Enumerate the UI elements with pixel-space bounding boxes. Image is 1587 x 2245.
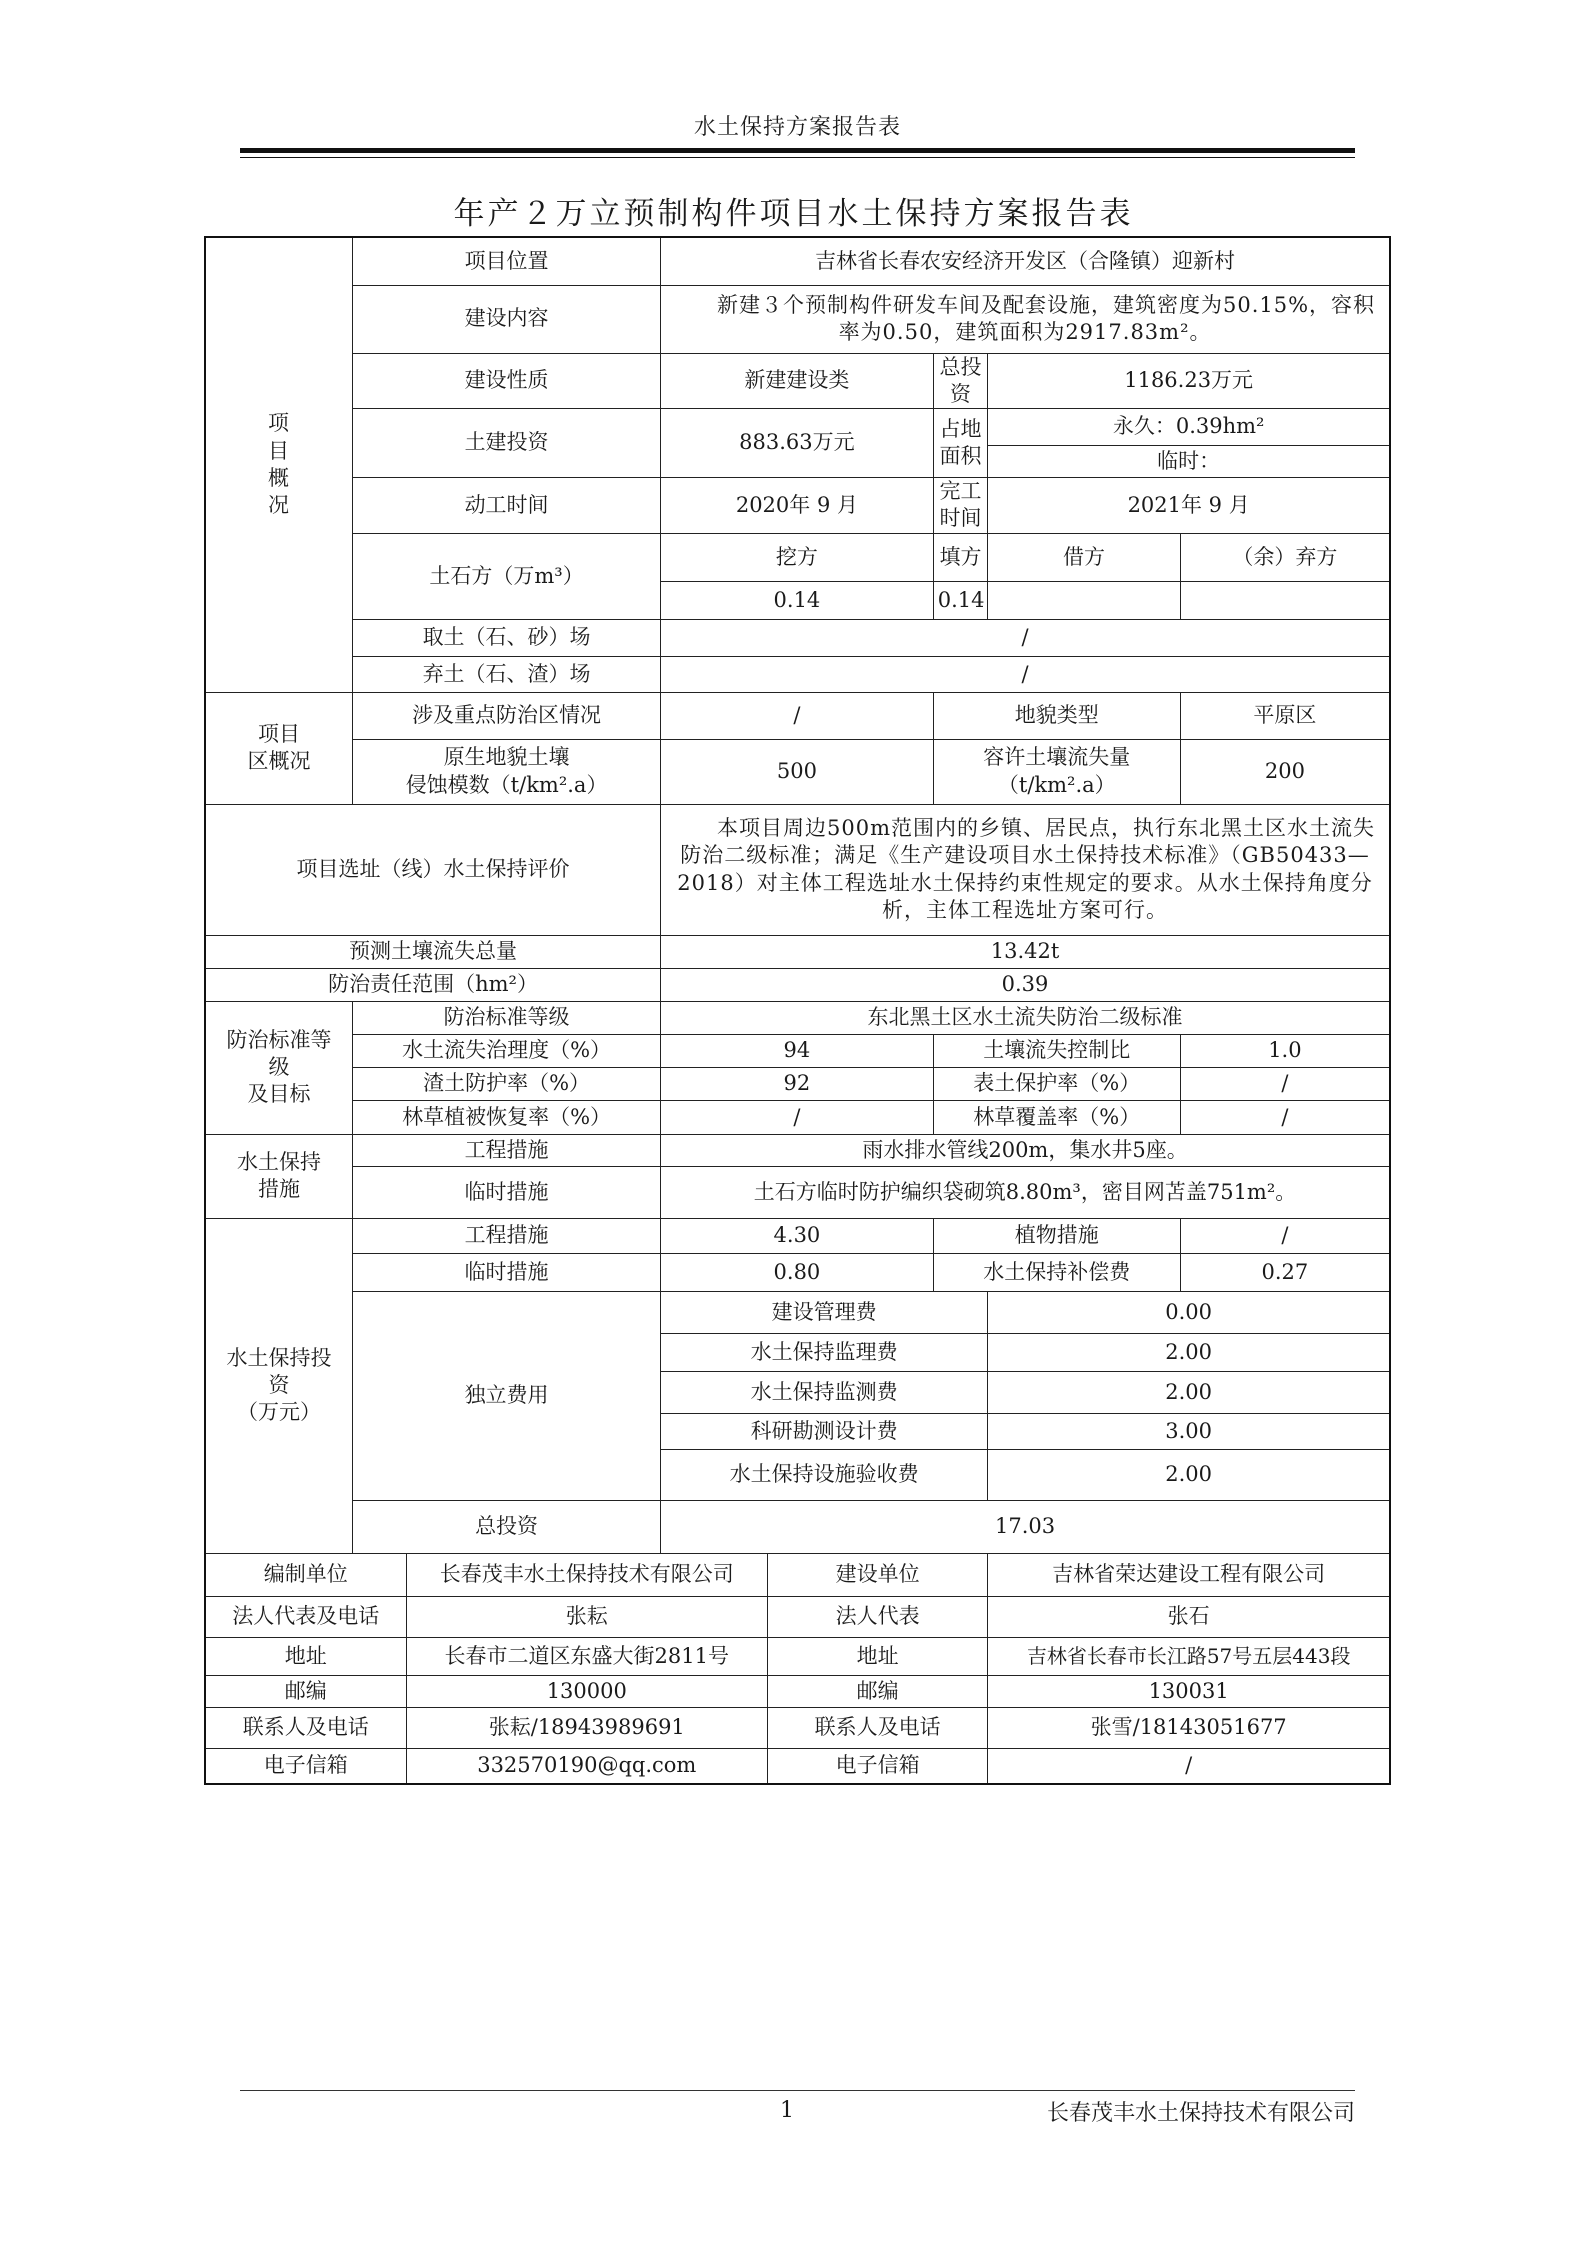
content-label: 建设内容 [353,285,661,353]
start-value: 2020年 9 月 [661,478,934,534]
content-value: 新建３个预制构件研发车间及配套设施，建筑密度为50.15%，容积率为0.50，建筑面积为2917.83m²。 [661,285,1390,353]
legal-rep-phone-label: 法人代表及电话 [205,1596,406,1637]
postcode-left-value: 130000 [406,1675,767,1707]
invest-plant-label: 植物措施 [933,1218,1180,1253]
invest-engineering-label: 工程措施 [353,1218,661,1253]
treatment-label: 水土流失治理度（%） [353,1034,661,1067]
land-permanent: 永久：0.39hm² [988,409,1390,446]
allowable-loss-label: 容许土壤流失量 （t/km².a） [933,739,1180,804]
slag-protect-label: 渣土防护率（%） [353,1067,661,1100]
header-rule [240,148,1355,153]
invest-compensation-label: 水土保持补偿费 [933,1253,1180,1291]
engineering-measures-label: 工程措施 [353,1134,661,1166]
postcode-label: 邮编 [205,1675,406,1707]
end-label: 完工时间 [933,478,988,534]
earthwork-header-fill: 填方 [933,533,988,581]
end-value: 2021年 9 月 [988,478,1390,534]
responsibility-label: 防治责任范围（hm²） [205,968,661,1001]
address-left-value: 长春市二道区东盛大街2811号 [406,1637,767,1675]
spoil-site-label: 弃土（石、渣）场 [353,656,661,692]
site-eval-value: 本项目周边500m范围内的乡镇、居民点，执行东北黑土区水土流失防治二级标准；满足《生产建设项目水土保持技术标准》（GB50433—2018）对主体工程选址水土保持约束性规定的要求。从水土保持角度分析，主体工程选址方案可行。 [661,804,1390,935]
build-unit-label: 建设单位 [768,1553,988,1596]
contact-right-value: 张雪/18143051677 [988,1707,1390,1748]
email-right-value: / [988,1748,1390,1784]
report-table [204,236,1391,1785]
footer-rule [240,2090,1355,2091]
treatment-value: 94 [661,1034,934,1067]
build-unit-value: 吉林省荣达建设工程有限公司 [988,1553,1390,1596]
earthwork-value-fill: 0.14 [933,581,988,619]
responsibility-value: 0.39 [661,968,1390,1001]
standards-section-label: 防治标准等 级 及目标 [205,1001,353,1134]
topsoil-protect-value: / [1180,1067,1390,1100]
address-label-right: 地址 [768,1637,988,1675]
erosion-label: 原生地貌土壤 侵蚀模数（t/km².a） [353,739,661,804]
earthwork-header-borrow: 借方 [988,533,1180,581]
vegetation-cover-label: 林草覆盖率（%） [933,1100,1180,1134]
earthwork-value-spoil [1180,581,1390,619]
independent-item-value: 0.00 [988,1291,1390,1333]
site-eval-label: 项目选址（线）水土保持评价 [205,804,661,935]
page-number: 1 [780,2098,794,2123]
overview-section-label: 项 目 概 况 [205,237,353,692]
vegetation-cover-value: / [1180,1100,1390,1134]
land-area-label: 占地面积 [933,409,988,478]
independent-item-name: 科研勘测设计费 [661,1413,988,1449]
allowable-loss-value: 200 [1180,739,1390,804]
independent-item-name: 水土保持设施验收费 [661,1449,988,1500]
engineering-measures-value: 雨水排水管线200m，集水井5座。 [661,1134,1390,1166]
nature-value: 新建建设类 [661,353,934,409]
slag-protect-value: 92 [661,1067,934,1100]
document-title: 年产２万立预制构件项目水土保持方案报告表 [453,196,1134,232]
legal-rep-phone-value: 张耘 [406,1596,767,1637]
predicted-loss-value: 13.42t [661,935,1390,968]
investment-section-label: 水土保持投 资 （万元） [205,1218,353,1553]
location-value: 吉林省长春农安经济开发区（合隆镇）迎新村 [661,237,1390,285]
independent-item-value: 2.00 [988,1449,1390,1500]
spoil-site-value: / [661,656,1390,692]
landform-label: 地貌类型 [933,692,1180,739]
independent-fee-label: 独立费用 [353,1291,661,1500]
earthwork-value-cut: 0.14 [661,581,934,619]
control-ratio-value: 1.0 [1180,1034,1390,1067]
standard-level-value: 东北黑土区水土流失防治二级标准 [661,1001,1390,1034]
contact-left-value: 张耘/18943989691 [406,1707,767,1748]
temporary-measures-label: 临时措施 [353,1166,661,1218]
erosion-value: 500 [661,739,934,804]
invest-temporary-value: 0.80 [661,1253,934,1291]
footer-company: 长春茂丰水土保持技术有限公司 [1046,2101,1355,2126]
total-invest-label: 总投资 [933,353,988,409]
invest-temporary-label: 临时措施 [353,1253,661,1291]
independent-item-name: 建设管理费 [661,1291,988,1333]
vegetation-restore-value: / [661,1100,934,1134]
earthwork-label: 土石方（万m³） [353,533,661,619]
nature-label: 建设性质 [353,353,661,409]
control-ratio-label: 土壤流失控制比 [933,1034,1180,1067]
postcode-right-value: 130031 [988,1675,1390,1707]
page-header: 水土保持方案报告表 [693,115,901,140]
legal-rep-value: 张石 [988,1596,1390,1637]
earthwork-header-spoil: （余）弃方 [1180,533,1390,581]
topsoil-protect-label: 表土保护率（%） [933,1067,1180,1100]
independent-item-value: 2.00 [988,1333,1390,1371]
independent-item-name: 水土保持监测费 [661,1371,988,1413]
email-label: 电子信箱 [205,1748,406,1784]
address-right-value: 吉林省长春市长江路57号五层443段 [988,1637,1390,1675]
borrow-site-value: / [661,619,1390,656]
independent-item-name: 水土保持监理费 [661,1333,988,1371]
address-label: 地址 [205,1637,406,1675]
invest-engineering-value: 4.30 [661,1218,934,1253]
legal-rep-label: 法人代表 [768,1596,988,1637]
location-label: 项目位置 [353,237,661,285]
landform-value: 平原区 [1180,692,1390,739]
land-temporary: 临时： [988,446,1390,478]
header-rule-thin [240,157,1355,158]
invest-plant-value: / [1180,1218,1390,1253]
standard-level-label: 防治标准等级 [353,1001,661,1034]
temporary-measures-value: 土石方临时防护编织袋砌筑8.80m³，密目网苫盖751m²。 [661,1166,1390,1218]
start-label: 动工时间 [353,478,661,534]
investment-total-value: 17.03 [661,1500,1390,1553]
predicted-loss-label: 预测土壤流失总量 [205,935,661,968]
independent-item-value: 3.00 [988,1413,1390,1449]
postcode-label-right: 邮编 [768,1675,988,1707]
contact-label: 联系人及电话 [205,1707,406,1748]
total-invest-value: 1186.23万元 [988,353,1390,409]
area-section-label: 项目 区概况 [205,692,353,804]
prep-unit-label: 编制单位 [205,1553,406,1596]
key-zone-label: 涉及重点防治区情况 [353,692,661,739]
prep-unit-value: 长春茂丰水土保持技术有限公司 [406,1553,767,1596]
borrow-site-label: 取土（石、砂）场 [353,619,661,656]
email-label-right: 电子信箱 [768,1748,988,1784]
independent-item-value: 2.00 [988,1371,1390,1413]
earthwork-header-cut: 挖方 [661,533,934,581]
invest-compensation-value: 0.27 [1180,1253,1390,1291]
investment-total-label: 总投资 [353,1500,661,1553]
civil-invest-value: 883.63万元 [661,409,934,478]
civil-invest-label: 土建投资 [353,409,661,478]
key-zone-value: / [661,692,934,739]
contact-label-right: 联系人及电话 [768,1707,988,1748]
measures-section-label: 水土保持 措施 [205,1134,353,1218]
earthwork-value-borrow [988,581,1180,619]
vegetation-restore-label: 林草植被恢复率（%） [353,1100,661,1134]
email-left-value: 332570190@qq.com [406,1748,767,1784]
